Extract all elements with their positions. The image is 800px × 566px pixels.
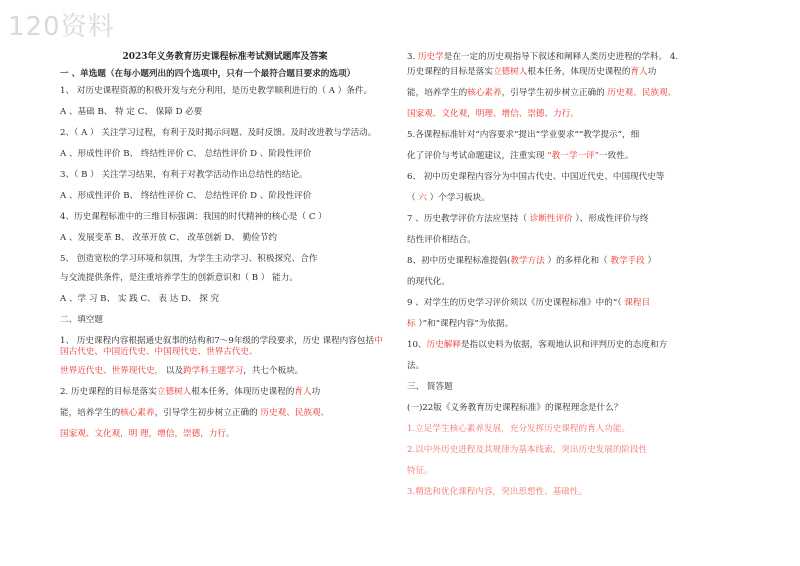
section2-header: 二、填空题 — [60, 315, 103, 325]
item-4-line1 — [407, 67, 752, 78]
question-2: 2、（ A ） 关注学习过程，有利于及时揭示问题、及时反馈、及时改进教与学活动。 — [60, 128, 377, 138]
item-5-answer: “教一学一评” — [547, 151, 599, 161]
short-answer-1: 1.立足学生核心素养发展，充分发挥历史课程的育人功能。 — [407, 424, 631, 434]
question-5-line1: 5、 创造宽松的学习环境和氛围，为学生主动学习、积极探究、合作 — [60, 254, 318, 264]
fill-2-answer-c: 核心素养 — [120, 408, 155, 418]
question-4: 4、历史课程标准中的三维目标强调：我国的时代精神的核心是（ C ） — [60, 212, 327, 222]
item-10-end: 是指以史料为依据，客观地认识和评判历史的态度和方 — [460, 340, 668, 350]
fill-2-answer-a: 立德树人 — [156, 387, 192, 397]
document-title: 2023年义务教育历史课程标准考试测试题库及答案 — [122, 52, 328, 62]
fill-2-mid2: 功 — [311, 387, 321, 397]
item-5 — [407, 130, 752, 162]
fill-2-l2-mid: ，引导学生初步树立正确的 — [154, 408, 261, 418]
item-4-answer-a: 立德树人 — [492, 67, 528, 77]
item-6 — [407, 172, 752, 204]
item-6-line1: 6、 初中历史课程内容分为中国古代史、中国近代史、中国现代史等 — [407, 172, 665, 182]
section3-header: 三、 简答题 — [407, 382, 453, 392]
fill-1-text: 1、 历史课程内容根据通史叙事的结构和7～9年级的学段要求，历史 课程内容包括 — [60, 336, 375, 346]
short-answer-2-line2: 特征。 — [407, 466, 433, 476]
item-10-answer: 历史解释 — [426, 340, 461, 350]
item-9-line2 — [407, 319, 752, 330]
fill-1-answer-c: 跨学科主题学习 — [183, 366, 244, 376]
item-8-answer-b: 教学手段 — [610, 256, 645, 266]
item-6-pre: （ — [407, 193, 419, 203]
item-10-pre: 10、 — [407, 340, 427, 350]
item-4-answer-e: 国家观、文化观，明理、增信、崇德、力行。 — [407, 109, 579, 119]
fill-2-line1 — [60, 387, 390, 398]
right-column — [407, 52, 752, 508]
item-10-line2: 法。 — [407, 361, 425, 371]
item-4-answer-c: 核心素养 — [467, 88, 502, 98]
fill-1-mid: 以及 — [163, 366, 184, 376]
question-5-line2: 与交流提供条件，是注重培养学生的创新意识和（ B ） 能力。 — [60, 273, 298, 283]
fill-1 — [60, 336, 390, 377]
item-9-line1 — [407, 298, 752, 309]
question-3: 3、（ B ） 关注学习结果，有利于对教学活动作出总结性的结论。 — [60, 170, 308, 180]
question-4-options: A 、发展变革 B、 改革开放 C、 改革创新 D、 勤俭节约 — [60, 233, 277, 243]
item-9-pre: 9 、对学生的历史学习评价须以《历史课程标准》中的“（ — [407, 298, 625, 308]
fill-2-line2 — [60, 408, 390, 419]
left-column — [60, 48, 390, 450]
item-8-mid: ）的多样化和（ — [544, 256, 611, 266]
item-6-line2 — [407, 193, 752, 204]
item-8-pre: 8、初中历史课程标准提倡( — [407, 256, 511, 266]
watermark: 120资料 — [8, 12, 115, 42]
fill-1-answer-a: 中国古代史、中国近代史、中国现代史、世界古代史、 — [60, 336, 383, 357]
item-4-pre: 历史课程的目标是落实 — [407, 67, 493, 77]
item-8 — [407, 256, 752, 288]
fill-2-answer-e: 国家观、文化观，明 理，增信，崇德，力行。 — [60, 429, 235, 439]
item-7-answer: 诊断性评价 — [529, 214, 573, 224]
short-answer-2-line1: 2.以中外历史进程及其规律为基本线索，突出历史发展的阶段性 — [407, 445, 648, 455]
item-7 — [407, 214, 752, 246]
item-6-end: ）个学习板块。 — [426, 193, 490, 203]
fill-2-l2-pre: 能，培养学生的 — [60, 408, 121, 418]
item-9-answer-b: 标 — [407, 319, 416, 329]
item-5-end: 一致性。 — [599, 151, 634, 161]
item-4-l2-mid: ，引导学生初步树立正确的 — [501, 88, 608, 98]
fill-2-pre: 2. 历史课程的目标是落实 — [60, 387, 157, 397]
item-6-answer: 六 — [418, 193, 427, 203]
fill-2 — [60, 387, 390, 440]
item-5-line2 — [407, 151, 752, 162]
fill-2-answer-b: 育人 — [294, 387, 312, 397]
item-4-answer-b: 育人 — [630, 67, 648, 77]
fill-2-answer-d: 历史观、民族观、 — [260, 408, 330, 418]
item-7-line2: 结性评价相结合。 — [407, 235, 476, 245]
item-7-line1 — [407, 214, 752, 225]
item-9-end: ）”和“课程内容”为依据。 — [415, 319, 514, 329]
item-7-pre: 7 、历史教学评价方法应坚持（ — [407, 214, 530, 224]
short-answer-2 — [407, 445, 752, 477]
item-10 — [407, 340, 752, 372]
item-3 — [407, 52, 752, 63]
fill-1-end: ，共七个板块。 — [243, 366, 304, 376]
short-question-1: (一)22版《义务教育历史课程标准》的课程理念是什么？ — [407, 403, 623, 413]
item-8-answer-a: 教学方法 — [510, 256, 545, 266]
item-5-pre: 化了评价与考试命题建议，注重实现 — [407, 151, 548, 161]
item-10-line1 — [407, 340, 752, 351]
section1-header: 一 、单选题（在每小题列出的四个选项中，只有一个最符合题目要求的选项） — [60, 69, 356, 79]
item-7-end: ）、形成性评价与终 — [572, 214, 649, 224]
item-4-l2-pre: 能，培养学生的 — [407, 88, 468, 98]
item-9-answer-a: 课程目 — [624, 298, 651, 308]
short-answer-3: 3.精选和优化课程内容，突出思想性、基础性。 — [407, 487, 588, 497]
item-4 — [407, 67, 752, 120]
item-3-pre: 3. — [407, 52, 418, 62]
item-8-line2: 的现代化。 — [407, 277, 450, 287]
item-9 — [407, 298, 752, 330]
item-3-answer: 历史学 — [417, 52, 444, 62]
item-4-mid: 根本任务，体现历史课程的 — [527, 67, 631, 77]
item-8-line1 — [407, 256, 752, 267]
fill-1-line2 — [60, 366, 390, 377]
item-8-end: ） — [644, 256, 657, 266]
item-4-line2 — [407, 88, 752, 99]
question-1: 1、 对历史课程资源的积极开发与充分利用，是历史教学顺利进行的（ A ）条件。 — [60, 86, 373, 96]
fill-2-mid1: 根本任务，体现历史课程的 — [191, 387, 295, 397]
fill-1-answer-b: 世界近代史、世界现代史， — [60, 366, 164, 376]
question-2-options: A 、形成性评价 B、 终结性评价 C、 总结性评价 D 、阶段性评价 — [60, 149, 312, 159]
question-3-options: A 、形成性评价 B、 终结性评价 C、 总结性评价 D 、阶段性评价 — [60, 191, 312, 201]
item-5-line1: 5.各课程标准针对“内容要求”提出“学业要求”“教学提示”，细 — [407, 130, 640, 140]
question-5-options: A 、学 习 B、 实 践 C、 表 达 D、 探 究 — [60, 294, 220, 304]
question-1-options: A 、基础 B、 特 定 C、 保障 D 必要 — [60, 107, 203, 117]
question-5 — [60, 254, 390, 284]
item-3-text: 是在一定的历史观指导下叙述和阐释人类历史进程的学科。 4. — [443, 52, 679, 62]
item-4-answer-d: 历史观、民族观、 — [607, 88, 677, 98]
item-4-end: 功 — [647, 67, 657, 77]
